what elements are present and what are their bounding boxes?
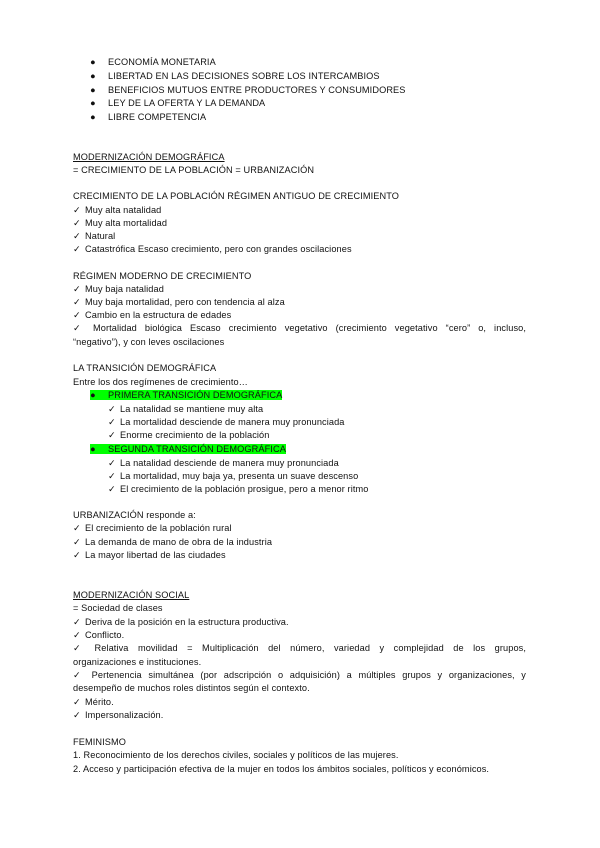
numbered-item: 1. Reconocimiento de los derechos civiles, sociales y políticos de las mujeres. xyxy=(73,750,399,760)
check-icon: ✓ xyxy=(73,670,81,680)
check-item: ✓ Cambio en la estructura de edades xyxy=(73,310,232,320)
check-item: ✓ Conflicto. xyxy=(73,630,125,640)
section-heading: LA TRANSICIÓN DEMOGRÁFICA xyxy=(73,363,217,373)
highlighted-list-item: ● SEGUNDA TRANSICIÓN DEMOGRÁFICA xyxy=(90,444,286,454)
section-heading: FEMINISMO xyxy=(73,737,126,747)
bullet-icon: ● xyxy=(90,112,96,122)
check-icon: ✓ xyxy=(73,297,81,307)
check-icon: ✓ xyxy=(73,323,81,333)
check-item: ✓ La mortalidad desciende de manera muy pronunciada xyxy=(108,417,345,427)
check-item: ✓ Natural xyxy=(73,231,116,241)
check-icon: ✓ xyxy=(73,231,81,241)
check-icon: ✓ xyxy=(73,550,81,560)
list-item: ● LIBRE COMPETENCIA xyxy=(90,112,207,122)
check-item: ✓ Impersonalización. xyxy=(73,710,164,720)
bullet-icon: ● xyxy=(90,71,96,81)
list-item: ● ECONOMÍA MONETARIA xyxy=(90,57,216,67)
section-definition: = Sociedad de clases xyxy=(73,603,163,613)
list-item: ● LEY DE LA OFERTA Y LA DEMANDA xyxy=(90,98,266,108)
check-icon: ✓ xyxy=(108,430,116,440)
check-icon: ✓ xyxy=(73,697,81,707)
check-icon: ✓ xyxy=(108,417,116,427)
bullet-icon: ● xyxy=(90,85,96,95)
check-icon: ✓ xyxy=(73,710,81,720)
bullet-icon: ● xyxy=(90,98,96,108)
section-intro: Entre los dos regímenes de crecimiento… xyxy=(73,377,248,387)
check-icon: ✓ xyxy=(73,643,81,653)
section-heading: MODERNIZACIÓN DEMOGRÁFICA xyxy=(73,152,225,162)
list-item: ● BENEFICIOS MUTUOS ENTRE PRODUCTORES Y CONSUMIDORES xyxy=(90,85,406,95)
highlighted-list-item: ● PRIMERA TRANSICIÓN DEMOGRÁFICA xyxy=(90,390,283,400)
check-icon: ✓ xyxy=(73,537,81,547)
check-item: ✓ Mortalidad biológica Escaso crecimiento vegetativo (crecimiento vegetativo “cero” o, incluso, xyxy=(73,323,527,333)
section-heading: RÉGIMEN MODERNO DE CRECIMIENTO xyxy=(73,271,252,281)
bullet-icon: ● xyxy=(90,57,96,67)
bullet-icon: ● xyxy=(90,444,96,454)
section-heading: CRECIMIENTO DE LA POBLACIÓN RÉGIMEN ANTIGUO DE CRECIMIENTO xyxy=(73,191,400,201)
check-item: ✓ Enorme crecimiento de la población xyxy=(108,430,270,440)
check-icon: ✓ xyxy=(108,484,116,494)
section-heading: MODERNIZACIÓN SOCIAL xyxy=(73,590,190,600)
check-item: ✓ El crecimiento de la población rural xyxy=(73,523,232,533)
check-item: ✓ La mayor libertad de las ciudades xyxy=(73,550,226,560)
check-item: ✓ Catastrófica Escaso crecimiento, pero con grandes oscilaciones xyxy=(73,244,352,254)
check-item: ✓ La mortalidad, muy baja ya, presenta un suave descenso xyxy=(108,471,359,481)
check-item: ✓ Pertenencia simultánea (por adscripción o adquisición) a múltiples grupos y organizaciones, y xyxy=(73,670,526,680)
check-item: ✓ Muy baja mortalidad, pero con tendencia al alza xyxy=(73,297,285,307)
check-icon: ✓ xyxy=(108,458,116,468)
check-icon: ✓ xyxy=(73,523,81,533)
list-item: ● LIBERTAD EN LAS DECISIONES SOBRE LOS INTERCAMBIOS xyxy=(90,71,380,81)
check-icon: ✓ xyxy=(73,244,81,254)
check-icon: ✓ xyxy=(73,310,81,320)
check-item-continuation: desempeño de muchos roles distintos según el contexto. xyxy=(73,683,310,693)
check-item: ✓ Muy alta natalidad xyxy=(73,205,162,215)
check-icon: ✓ xyxy=(108,471,116,481)
bullet-icon: ● xyxy=(90,390,96,400)
check-icon: ✓ xyxy=(73,617,81,627)
check-icon: ✓ xyxy=(73,205,81,215)
check-icon: ✓ xyxy=(73,284,81,294)
section-heading: URBANIZACIÓN responde a: xyxy=(73,510,196,520)
check-item: ✓ Deriva de la posición en la estructura productiva. xyxy=(73,617,289,627)
check-item: ✓ Mérito. xyxy=(73,697,114,707)
check-icon: ✓ xyxy=(73,630,81,640)
check-icon: ✓ xyxy=(108,404,116,414)
check-item: ✓ Relativa movilidad = Multiplicación del número, variedad y complejidad de los grupos, xyxy=(73,643,527,653)
check-item: ✓ El crecimiento de la población prosigue, pero a menor ritmo xyxy=(108,484,369,494)
check-icon: ✓ xyxy=(73,218,81,228)
check-item-continuation: organizaciones e instituciones. xyxy=(73,657,202,667)
section-definition: = CRECIMIENTO DE LA POBLACIÓN = URBANIZACIÓN xyxy=(73,165,315,175)
check-item: ✓ La demanda de mano de obra de la industria xyxy=(73,537,273,547)
check-item: ✓ La natalidad se mantiene muy alta xyxy=(108,404,264,414)
check-item: ✓ Muy baja natalidad xyxy=(73,284,164,294)
check-item: ✓ La natalidad desciende de manera muy pronunciada xyxy=(108,458,339,468)
check-item-continuation: “negativo”), y con leves oscilaciones xyxy=(73,337,225,347)
numbered-item: 2. Acceso y participación efectiva de la mujer en todos los ámbitos sociales, políticos y económicos. xyxy=(73,764,490,774)
check-item: ✓ Muy alta mortalidad xyxy=(73,218,168,228)
